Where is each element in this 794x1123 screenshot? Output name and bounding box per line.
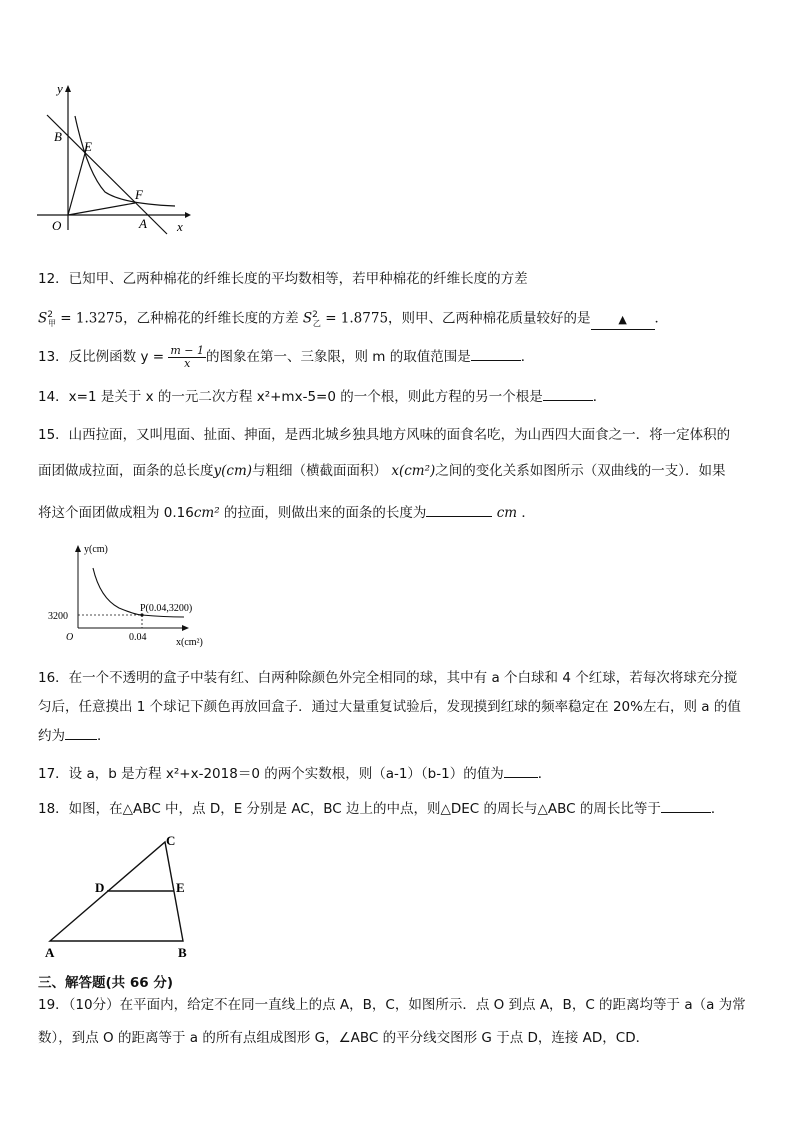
q16-line2: 匀后，任意摸出 1 个球记下颜色再放回盒子．通过大量重复试验后，发现摸到红球的频率稳定在 20%左右，则 a 的值 bbox=[38, 699, 741, 715]
sup-2-jia: 2 bbox=[47, 310, 53, 320]
q18-end: ． bbox=[710, 801, 725, 817]
label-x: x bbox=[177, 219, 183, 234]
answer-blank-q18[interactable] bbox=[661, 812, 711, 813]
q14-end: ． bbox=[592, 389, 607, 405]
x-tick-004: 0.04 bbox=[129, 632, 147, 643]
q18-line bbox=[38, 800, 724, 818]
x-axis-arrow bbox=[182, 625, 189, 631]
label-c: C bbox=[166, 833, 176, 848]
q15-line3a: 将这个面团做成粗为 0.16 bbox=[38, 505, 194, 521]
label-b: B bbox=[178, 945, 187, 960]
q12-mid: ，乙种棉花的纤维长度的方差 bbox=[123, 310, 299, 327]
q13-end: ． bbox=[520, 349, 535, 365]
label-f: F bbox=[135, 187, 143, 202]
x-axis-arrow bbox=[185, 212, 191, 218]
y-axis-arrow bbox=[65, 85, 71, 92]
line-ba bbox=[47, 115, 167, 234]
q15-line2c: 与粗细（横截面面积） bbox=[252, 463, 388, 479]
q18-text: 18．如图，在△ABC 中，点 D，E 分别是 AC，BC 边上的中点，则△DEC 的周长与△ABC 的周长比等于 bbox=[38, 801, 661, 817]
q12-line1: 12．已知甲、乙两种棉花的纤维长度的平均数相等，若甲种棉花的纤维长度的方差 bbox=[38, 271, 528, 287]
answer-blank-q15[interactable] bbox=[426, 516, 492, 517]
q15-line2e: 之间的变化关系如图所示（双曲线的一支）．如果 bbox=[435, 463, 726, 479]
q15-var-y: y(cm) bbox=[213, 463, 253, 479]
figure-q15 bbox=[44, 542, 224, 654]
q19-line2: 数），到点 O 的距离等于 a 的所有点组成图形 G，∠ABC 的平分线交图形 G 于点 D，连接 AD，CD． bbox=[38, 1030, 650, 1046]
y-tick-3200: 3200 bbox=[48, 611, 68, 622]
sup-2-yi: 2 bbox=[312, 310, 318, 320]
answer-blank-q14[interactable] bbox=[543, 400, 593, 401]
var-s-yi: S bbox=[302, 310, 313, 327]
q14-text: 14．x=1 是关于 x 的一元二次方程 x²+mx-5=0 的一个根，则此方程的另一个根是 bbox=[38, 389, 543, 405]
segment-oe bbox=[68, 146, 87, 215]
answer-blank-q16[interactable] bbox=[65, 739, 97, 740]
label-a: A bbox=[139, 216, 147, 231]
q15-end: ． bbox=[521, 505, 535, 521]
q15-line2a: 面团做成拉面，面条的总长度 bbox=[38, 463, 214, 479]
y-axis-arrow bbox=[75, 545, 81, 552]
q15-line3c: 的拉面，则做出来的面条的长度为 bbox=[219, 505, 427, 521]
label-o: O bbox=[52, 218, 62, 233]
label-y: y bbox=[57, 82, 63, 96]
label-a: A bbox=[45, 945, 55, 960]
point-p-label: P(0.04,3200) bbox=[140, 603, 193, 614]
q15-unit-cm2: cm² bbox=[193, 505, 220, 521]
fraction-m-1-over-x bbox=[168, 345, 206, 370]
x-axis-label: x(cm²) bbox=[176, 637, 203, 648]
origin-label: O bbox=[66, 632, 74, 643]
q15-line1: 15．山西拉面，又叫甩面、扯面、抻面，是西北城乡独具地方风味的面食名吃，为山西四大面食之一．将一定体积的 bbox=[38, 427, 731, 443]
answer-blank-q13[interactable] bbox=[471, 360, 521, 361]
q17-line bbox=[38, 765, 551, 783]
q14-line bbox=[38, 388, 606, 406]
q16-end: ． bbox=[97, 728, 111, 744]
figure-q11 bbox=[35, 82, 195, 237]
q12-end: ． bbox=[654, 310, 669, 327]
q13-line bbox=[38, 342, 534, 372]
q19-line1: 19．（10分）在平面内，给定不在同一直线上的点 A，B，C，如图所示．点 O 到点 A，B，C 的距离均等于 a（a 为常 bbox=[38, 997, 746, 1013]
frac-numerator: m − 1 bbox=[170, 343, 204, 357]
q15-line3 bbox=[38, 504, 535, 522]
sub-jia: 甲 bbox=[47, 319, 56, 329]
q17-end: ． bbox=[537, 766, 552, 782]
sub-yi: 乙 bbox=[312, 319, 321, 329]
frac-denominator: x bbox=[184, 356, 191, 370]
q13-post: 的图象在第一、三象限，则 m 的取值范围是 bbox=[206, 349, 471, 365]
q15-unit-cm: cm bbox=[496, 505, 518, 521]
y-axis-label: y(cm) bbox=[84, 544, 108, 555]
q13-pre: 13．反比例函数 y = bbox=[38, 349, 169, 365]
var-s-jia: S bbox=[38, 310, 48, 327]
value-s-jia: = 1.3275 bbox=[55, 310, 124, 327]
label-b: B bbox=[54, 129, 62, 144]
section-heading: 三、解答题(共 66 分) bbox=[38, 975, 174, 991]
q15-line2 bbox=[38, 462, 726, 480]
answer-blank-q12[interactable] bbox=[591, 311, 655, 330]
label-e: E bbox=[176, 880, 185, 895]
q16-line1: 16．在一个不透明的盒子中装有红、白两种除颜色外完全相同的球，其中有 a 个白球和 4 个红球，若每次将球充分搅 bbox=[38, 670, 738, 686]
triangle-mark: ▲ bbox=[618, 312, 627, 326]
segment-of bbox=[68, 203, 135, 215]
answer-blank-q17[interactable] bbox=[504, 777, 538, 778]
figure-q18 bbox=[38, 830, 208, 962]
label-d: D bbox=[95, 880, 105, 895]
q16-line3-text: 约为 bbox=[38, 728, 65, 744]
q12-tail: ，则甲、乙两种棉花质量较好的是 bbox=[388, 310, 591, 327]
q15-var-x: x(cm²) bbox=[391, 463, 436, 479]
label-e: E bbox=[84, 139, 92, 154]
q17-text: 17．设 a，b 是方程 x²+x-2018＝0 的两个实数根，则（a-1）（b-1）的值为 bbox=[38, 766, 504, 782]
q12-line2 bbox=[38, 306, 668, 333]
q16-line3 bbox=[38, 727, 111, 745]
value-s-yi: = 1.8775 bbox=[320, 310, 389, 327]
